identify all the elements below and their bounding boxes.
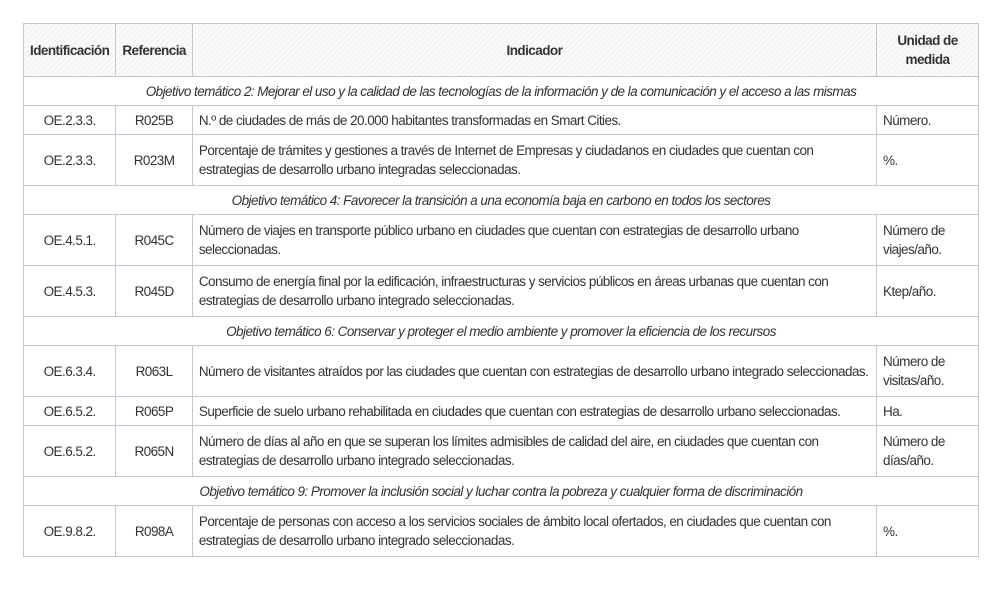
unidad-cell: Número de viajes/año. [877,215,979,266]
indicador-cell: Número de viajes en transporte público urbano en ciudades que cuentan con estrategias de desarrollo urbano seleccionadas. [192,215,876,266]
indicador-cell: Porcentaje de trámites y gestiones a través de Internet de Empresas y ciudadanos en ciudades que cuentan con estrategias de desarrollo urbano integradas seleccionadas. [192,135,876,186]
header-row [24,24,979,77]
objective-row [24,317,979,346]
objective-title: Objetivo temático 4: Favorecer la transición a una economía baja en carbono en todos los sectores [24,186,979,215]
table-row [24,106,979,135]
referencia-cell: R065P [116,397,193,426]
indicador-cell: Número de días al año en que se superan los límites admisibles de calidad del aire, en ciudades que cuentan con estrategias de desarrollo urbano integrado seleccionadas. [192,426,876,477]
table-row [24,426,979,477]
objective-row [24,77,979,106]
referencia-cell: R065N [116,426,193,477]
indicators-table [23,23,979,557]
objective-row [24,477,979,506]
header-indicador: Indicador [192,24,876,77]
unidad-cell: %. [877,135,979,186]
unidad-cell: Número de días/año. [877,426,979,477]
identificacion-cell: OE.9.8.2. [24,506,116,557]
identificacion-cell: OE.6.5.2. [24,397,116,426]
unidad-cell: Ha. [877,397,979,426]
unidad-cell: %. [877,506,979,557]
indicador-cell: Consumo de energía final por la edificación, infraestructuras y servicios públicos en áreas urbanas que cuentan con estrategias de desarrollo urbano integrado seleccionadas. [192,266,876,317]
table-row [24,506,979,557]
referencia-cell: R023M [116,135,193,186]
objective-title: Objetivo temático 6: Conservar y proteger el medio ambiente y promover la eficiencia de los recursos [24,317,979,346]
header-identificacion: Identificación [24,24,116,77]
unidad-cell: Ktep/año. [877,266,979,317]
indicador-cell: Porcentaje de personas con acceso a los servicios sociales de ámbito local ofertados, en ciudades que cuentan con estrategias de desarrollo urbano integrado seleccionadas. [192,506,876,557]
table-row [24,397,979,426]
objective-title: Objetivo temático 9: Promover la inclusión social y luchar contra la pobreza y cualquier forma de discriminación [24,477,979,506]
referencia-cell: R098A [116,506,193,557]
indicador-cell: N.º de ciudades de más de 20.000 habitantes transformadas en Smart Cities. [192,106,876,135]
identificacion-cell: OE.2.3.3. [24,106,116,135]
identificacion-cell: OE.4.5.3. [24,266,116,317]
identificacion-cell: OE.6.3.4. [24,346,116,397]
indicador-cell: Número de visitantes atraídos por las ciudades que cuentan con estrategias de desarrollo urbano integrado seleccionadas. [192,346,876,397]
header-unidad: Unidad de medida [877,24,979,77]
table-row [24,215,979,266]
identificacion-cell: OE.4.5.1. [24,215,116,266]
header-referencia: Referencia [116,24,193,77]
identificacion-cell: OE.6.5.2. [24,426,116,477]
objective-row [24,186,979,215]
table-row [24,266,979,317]
table-row [24,135,979,186]
unidad-cell: Número de visitas/año. [877,346,979,397]
referencia-cell: R045D [116,266,193,317]
identificacion-cell: OE.2.3.3. [24,135,116,186]
table-row [24,346,979,397]
referencia-cell: R025B [116,106,193,135]
referencia-cell: R063L [116,346,193,397]
referencia-cell: R045C [116,215,193,266]
indicador-cell: Superficie de suelo urbano rehabilitada en ciudades que cuentan con estrategias de desarrollo urbano seleccionadas. [192,397,876,426]
unidad-cell: Número. [877,106,979,135]
objective-title: Objetivo temático 2: Mejorar el uso y la calidad de las tecnologías de la información y de la comunicación y el acceso a las mismas [24,77,979,106]
